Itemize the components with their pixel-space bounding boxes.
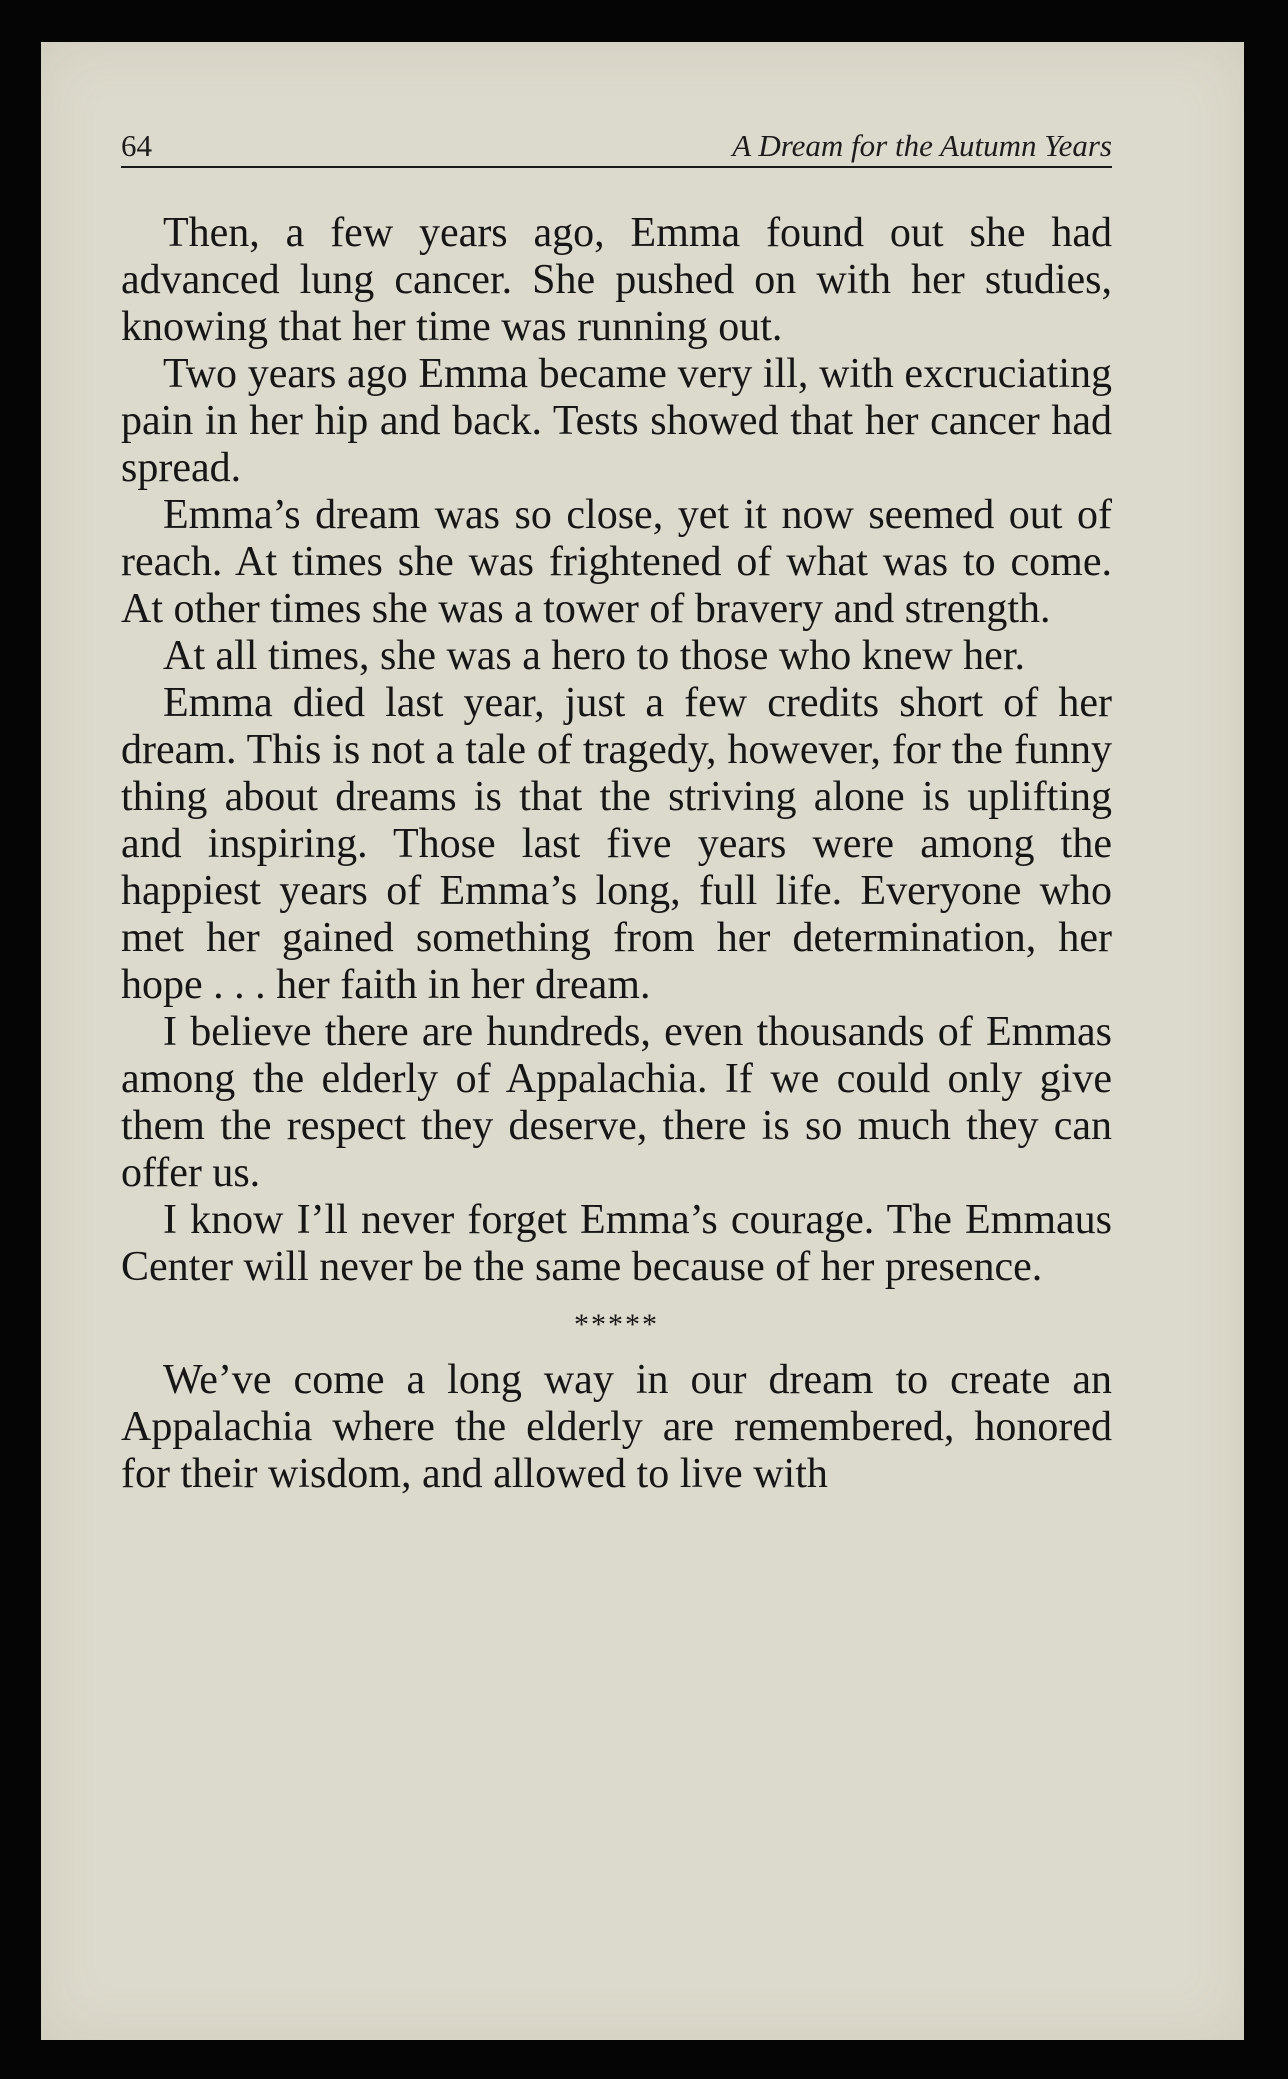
page-header [121, 122, 1112, 168]
paragraph: I know I’ll never forget Emma’s courage. The Emmaus Center will never be the same because of her presence. [121, 1197, 1112, 1290]
running-head: A Dream for the Autumn Years [732, 128, 1112, 163]
paragraph: Emma died last year, just a few credits short of her dream. This is not a tale of tragedy, however, for the funny thing about dreams is that the striving alone is uplifting and inspiring. Those last five years were among the happiest years of Emma’s long, full life. Everyone who met her gained something from her determination, her hope . . . her faith in her dream. [121, 680, 1112, 1008]
closing-paragraph: We’ve come a long way in our dream to create an Appalachia where the elderly are remembered, honored for their wisdom, and allowed to live with [121, 1357, 1112, 1497]
section-separator: ***** [574, 1308, 659, 1341]
paragraph: Emma’s dream was so close, yet it now seemed out of reach. At times she was frightened of what was to come. At other times she was a tower of bravery and strength. [121, 492, 1112, 632]
paragraph: Two years ago Emma became very ill, with excruciating pain in her hip and back. Tests showed that her cancer had spread. [121, 351, 1112, 491]
body-text [121, 210, 1112, 1498]
paragraph: I believe there are hundreds, even thousands of Emmas among the elderly of Appalachia. If we could only give them the respect they deserve, there is so much they can offer us. [121, 1009, 1112, 1196]
paragraph: Then, a few years ago, Emma found out she had advanced lung cancer. She pushed on with her studies, knowing that her time was running out. [121, 210, 1112, 350]
page-number: 64 [121, 128, 152, 163]
paragraph: At all times, she was a hero to those who knew her. [163, 633, 1025, 679]
